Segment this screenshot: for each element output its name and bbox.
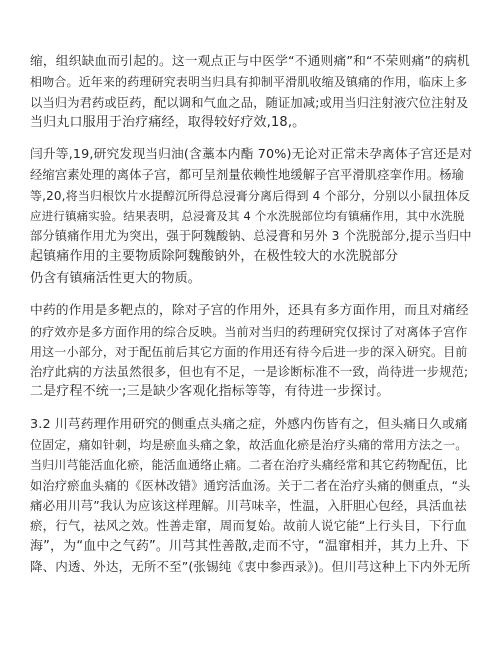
text-line: 以当归为君药或臣药，配以调和气血之品，随证加减;或用当归注射液穴位注射及 [30,95,469,110]
text-line: 治疗此病的方法虽然很多，但也有不足，一是诊断标准不一致，尚待进一步规范; [30,365,469,380]
text-line: 经缩宫素处理的离体子宫，都可呈剂量依赖性地缓解子宫平滑肌痉挛作用。杨瑜 [30,168,464,183]
text-line: 用这一小部分，对于配伍前后其它方面的作用还有待今后进一步的深入研究。目前 [30,344,468,359]
text-line: 缩，组织缺血而引起的。这一观点正与中医学“不通则痛”和“不荣则痛”的病机 [30,54,470,69]
paragraph-4 [30,301,472,402]
text-line: 降、内透、外达，无所不至”(张锡纯《衷中参西录》)。但川芎这种上下内外无所 [30,558,471,574]
text-line: 痛必用川芎”我认为应该这样理解。川芎味辛，性温，入肝胆心包经，具活血祛 [30,497,467,513]
paragraph-1 [30,52,472,133]
text-line: 仍含有镇痛活性更大的物质。 [30,270,201,286]
text-line: 当归川芎能活血化瘀，能活血通络止痛。二者在治疗头痛经常和其它药物配伍，比 [30,458,468,473]
text-line: 如治疗瘀血头痛的《医林改错》通窍活血汤。关于二者在治疗头痛的侧重点，“头 [30,478,471,493]
text-line: 等,20,将当归根饮片水提醇沉所得总浸膏分离后得到 4 个部分，分别以小鼠扭体反 [30,188,471,203]
text-line: 相吻合。近年来的药理研究表明当归具有抑制平滑肌收缩及镇痛的作用，临床上多 [30,75,468,90]
text-line: 中药的作用是多靶点的，除对子宫的作用外，还具有多方面作用，而且对痛经 [30,303,469,319]
text-line: 的疗效亦是多方面作用的综合反映。当前对当归的药理研究仅探讨了对离体子宫作 [30,324,468,339]
text-line: 应进行镇痛实验。结果表明，总浸膏及其 4 个水洗脱部位均有镇痛作用，其中水洗脱 [30,209,465,224]
paragraph-5 [30,415,472,577]
text-line: 当归丸口服用于治疗痛经，取得较好疗效,18,。 [30,114,306,130]
text-line: 二是疗程不统一;三是缺少客观化指标等等，有待进一步探讨。 [30,384,390,400]
paragraph-2 [30,145,472,267]
text-line: 3.2 川芎药理作用研究的侧重点头痛之症，外感内伤皆有之，但头痛日久或痛 [30,416,468,432]
text-line: 闫升等,19,研究发现当归油(含藁本内酯 70%)无论对正常未孕离体子宫还是对 [30,147,473,163]
document-body [30,52,472,577]
text-line: 部分镇痛作用尤为突出，强于阿魏酸钠、总浸膏和另外 3 个洗脱部分,提示当归中 [30,229,472,244]
text-line: 海”，为“血中之气药”。川芎其性善散,走而不守，“温窜相并，其力上升、下 [30,538,470,554]
text-line: 瘀，行气，祛风之效。性善走窜，周而复始。故前人说它能“上行头目，下行血 [30,518,467,534]
text-line: 起镇痛作用的主要物质除阿魏酸钠外，在极性较大的水洗脱部分 [30,248,399,264]
paragraph-3 [30,269,472,289]
text-line: 位固定，痛如针刺，均是瘀血头痛之象，故活血化瘀是治疗头痛的常用方法之一。 [30,438,468,453]
